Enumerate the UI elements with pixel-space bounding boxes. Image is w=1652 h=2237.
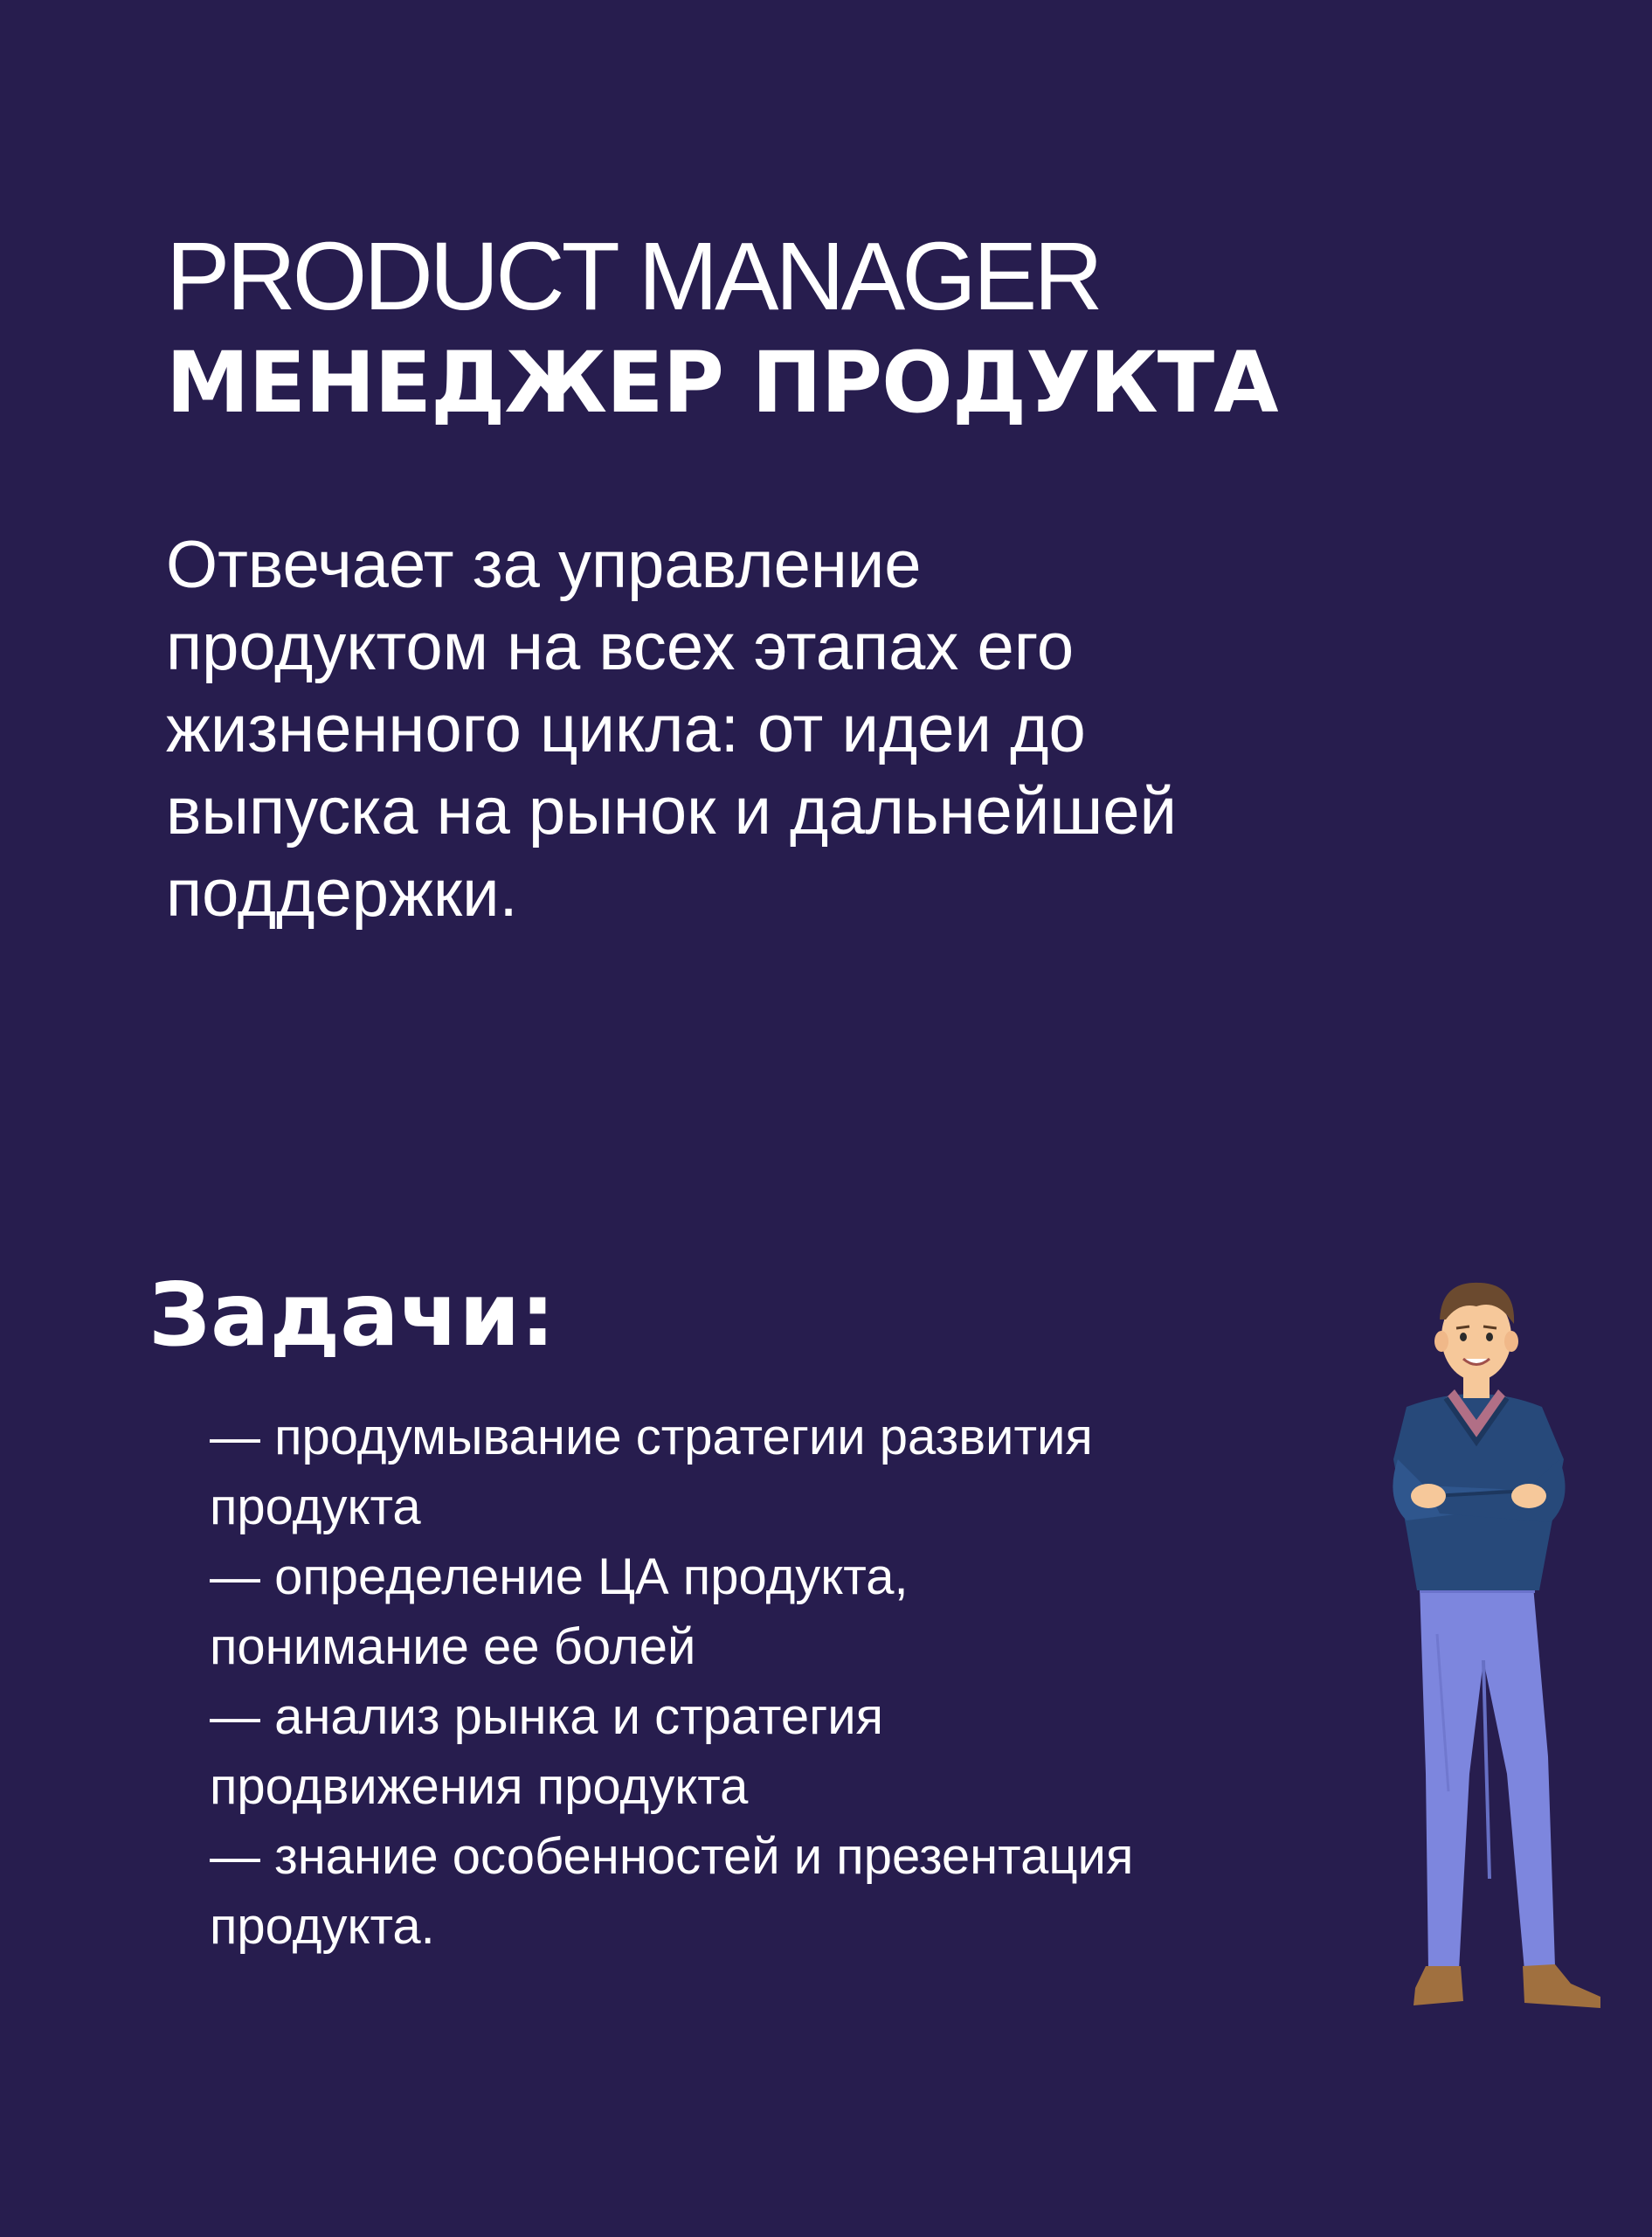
right-shoe	[1523, 1964, 1600, 2008]
task-line: — анализ рынка и стратегия	[210, 1688, 884, 1745]
role-description	[166, 524, 1345, 935]
description-line: жизненного цикла: от идеи до	[166, 692, 1086, 766]
tasks-list	[210, 1402, 1345, 1962]
description-line: поддержки.	[166, 856, 518, 931]
title-english: PRODUCT MANAGER	[166, 223, 1100, 330]
task-line: — определение ЦА продукта,	[210, 1548, 909, 1605]
left-shoe	[1414, 1966, 1463, 2005]
description-line: выпуска на рынок и дальнейшей	[166, 774, 1177, 848]
task-line: — продумывание стратегии развития	[210, 1409, 1093, 1465]
task-line: — знание особенностей и презентация	[210, 1828, 1134, 1885]
description-line: продуктом на всех этапах его	[166, 610, 1075, 684]
tasks-heading: Задачи:	[149, 1264, 556, 1366]
title-russian: МЕНЕДЖЕР ПРОДУКТА	[166, 334, 1278, 432]
man-standing-arms-crossed-illustration	[1345, 1267, 1607, 2053]
task-line: продукта	[210, 1479, 421, 1535]
task-line: продвижения продукта	[210, 1758, 749, 1815]
task-line: понимание ее болей	[210, 1618, 696, 1675]
task-line: продукта.	[210, 1898, 435, 1955]
description-line: Отвечает за управление	[166, 528, 922, 602]
